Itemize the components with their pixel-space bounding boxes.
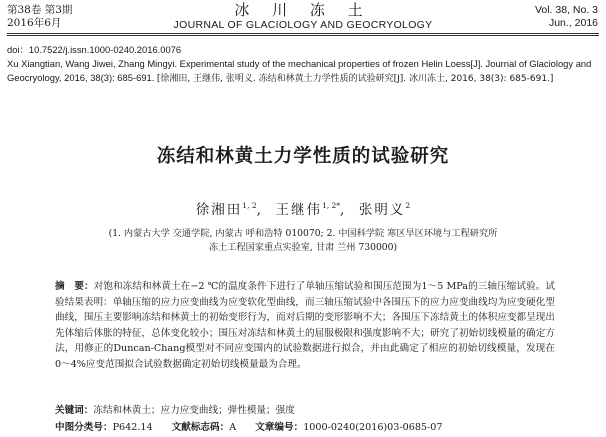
volume-issue-en: Vol. 38, No. 3 [534, 4, 598, 16]
affiliation-line: (1. 内蒙古大学 交通学院, 内蒙古 呼和浩特 010070; 2. 中国科学院 寒区旱区环境与工程研究所 [108, 228, 498, 239]
classification-line [55, 421, 555, 435]
author-affil-mark: 1, 2* [321, 201, 341, 210]
date-cn: 2016年6月 [7, 17, 62, 29]
volume-info-en [535, 4, 598, 30]
clc-value: P642.14 [112, 422, 153, 433]
citation-en-text: Xu Xiangtian, Wang Jiwei, Zhang Mingyi. Experimental study of the mechanical properties of frozen Helin Loess[J]. Journal of Glaciology and Geocryology, 2016, 38(3): 685-691. [7, 58, 592, 83]
abstract [55, 279, 555, 372]
volume-issue-cn: 第38卷 第3期 [7, 4, 73, 16]
journal-name-cn: 冰 川 冻 土 [234, 1, 372, 19]
author-name: 张明义 [358, 202, 406, 218]
affiliation-line: 冻土工程国家重点实验室, 甘肃 兰州 730000) [208, 242, 398, 253]
citation-cn-text: [徐湘田, 王继伟, 张明义. 冻结和林黄土力学性质的试验研究[J]. 冰川冻土, 2016, 38(3): 685-691.] [156, 74, 554, 84]
author-name: 徐湘田 [195, 202, 243, 218]
article-number-value: 1000-0240(2016)03-0685-07 [303, 422, 443, 433]
journal-name-en: JOURNAL OF GLACIOLOGY AND GEOCRYOLOGY [173, 19, 433, 31]
keywords-text: 冻结和林黄土；应力应变曲线；弹性模量；强度 [93, 405, 295, 416]
abstract-label: 摘 要： [55, 281, 94, 292]
doc-code-value: A [229, 422, 237, 433]
keywords-label: 关键词： [55, 405, 94, 416]
author-name: 王继伟 [275, 202, 322, 218]
doi-link[interactable]: doi：10.7522/j.issn.1000-0240.2016.0076 [7, 44, 182, 55]
article-number-label: 文章编号： [255, 422, 304, 433]
keywords [55, 404, 555, 418]
header-rule-thin [7, 35, 599, 36]
journal-name [0, 1, 606, 32]
doc-code-label: 文献标志码： [171, 422, 230, 433]
abstract-text: 对饱和冻结和林黄土在−2 ℃的温度条件下进行了单轴压缩试验和围压范围为1～5 MPa的三轴压缩试验。试验结果表明：单轴压缩的应力应变曲线为应变软化型曲线，而三轴压缩试验中各围压下的应力应变曲线均为应变硬化型曲线，围压主要影响冻结和林黄土的初始变形行为，而对后期的变形影响不大；各围压下冻结黄土的体积应变都呈现出先体缩后体胀的特征，总体变化较小；围压对冻结和林黄土的屈服极限和强度影响不大；研究了初始切线模量的确定方法，用修正的Duncan-Chang模型对不同应变围内的试验数据进行拟合，并由此确定了相应的初始切线模量，发现在0～4%应变范围拟合试验数据确定初始切线模量最为合理。 [55, 281, 556, 370]
article-title: 冻结和林黄土力学性质的试验研究 [156, 146, 450, 167]
date-en: Jun., 2016 [548, 17, 598, 29]
clc-label: 中图分类号： [55, 422, 113, 433]
author-affil-mark: 1, 2 [242, 201, 257, 210]
journal-header [0, 0, 606, 36]
affiliations [0, 227, 606, 255]
author-affil-mark: 2 [405, 201, 411, 210]
citation-en [7, 57, 599, 86]
citation-block [7, 43, 599, 86]
header-rule-thick [7, 33, 599, 34]
author-list: 徐湘田$^{1, 2}$, 王继伟$^{1, 2*}$, 张明义$^2$ [195, 201, 411, 218]
